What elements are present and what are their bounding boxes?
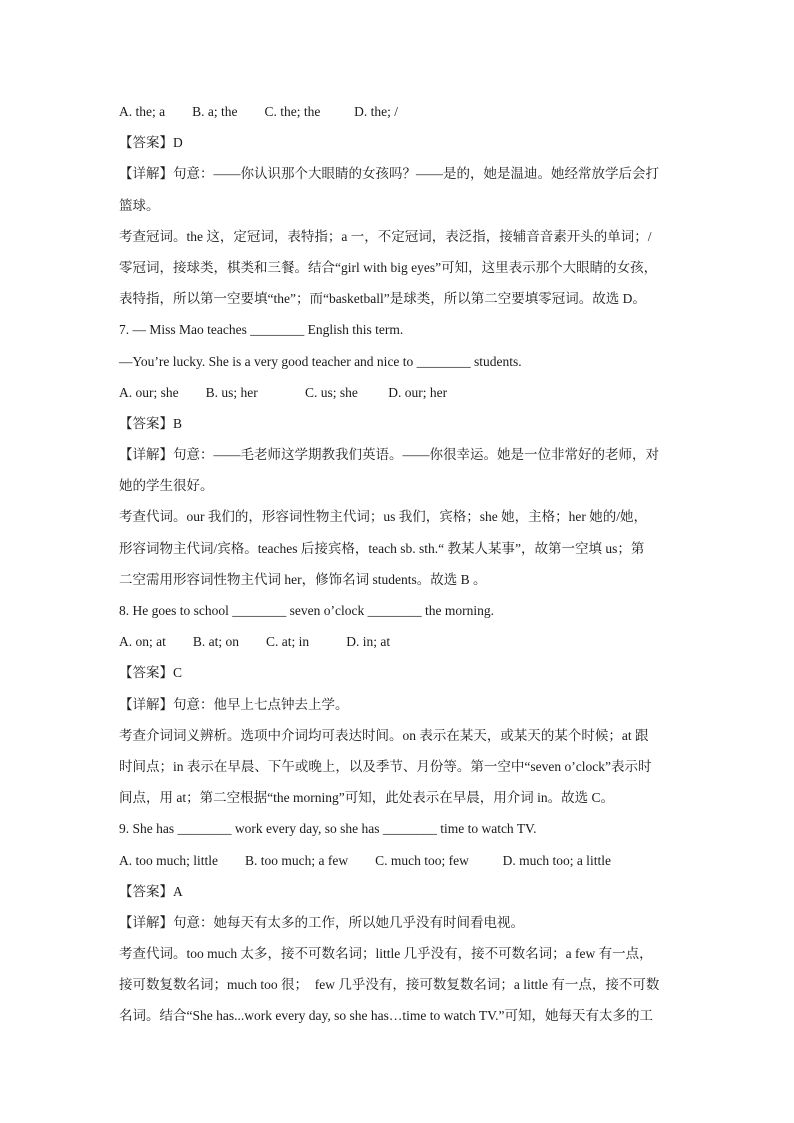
q6-explanation-line: 【详解】句意：——你认识那个大眼睛的女孩吗？——是的，她是温迪。她经常放学后会打 [119, 166, 659, 182]
q9-analysis-line: 接可数复数名词；much too 很； few 几乎没有，接可数复数名词；a little 有一点，接不可数 [119, 977, 660, 993]
q7-answer: 【答案】B [119, 415, 183, 431]
q7-stem: 7. — Miss Mao teaches ________ English this term. [119, 322, 404, 338]
document-page [119, 96, 681, 1032]
q7-explanation-line: 【详解】句意：——毛老师这学期教我们英语。——你很幸运。她是一位非常好的老师，对 [119, 447, 659, 463]
q6-options: A. the; a B. a; the C. the; the D. the; / [119, 104, 398, 119]
q6-explanation-line: 篮球。 [119, 197, 160, 213]
q9-options: A. too much; little B. too much; a few C. much too; few D. much too; a little [119, 852, 611, 868]
q8-analysis-line: 时间点；in 表示在早晨、下午或晚上，以及季节、月份等。第一空中“seven o’clock”表示时 [119, 758, 652, 774]
q8-explanation-line: 【详解】句意：他早上七点钟去上学。 [119, 696, 349, 712]
q7-explanation-line: 她的学生很好。 [119, 478, 214, 494]
q9-answer: 【答案】A [119, 883, 183, 899]
q6-analysis-line: 表特指，所以第一空要填“the”；而“basketball”是球类，所以第二空要填零冠词。故选 D。 [119, 291, 646, 307]
q9-analysis-line: 考查代词。too much 太多，接不可数名词；little 几乎没有，接不可数名词；a few 有一点， [119, 946, 653, 962]
q9-stem: 9. She has ________ work every day, so she has ________ time to watch TV. [119, 821, 537, 837]
q6-analysis-line: 考查冠词。the 这，定冠词，表特指；a 一，不定冠词，表泛指，接辅音音素开头的单词；/ [119, 228, 652, 244]
q7-stem: —You’re lucky. She is a very good teacher and nice to ________ students. [119, 353, 522, 369]
q7-options: A. our; she B. us; her C. us; she D. our; her [119, 384, 448, 400]
q7-analysis-line: 形容词物主代词/宾格。teaches 后接宾格，teach sb. sth.“ 教某人某事”，故第一空填 us；第 [119, 540, 645, 556]
q8-options: A. on; at B. at; on C. at; in D. in; at [119, 634, 391, 650]
q8-stem: 8. He goes to school ________ seven o’clock ________ the morning. [119, 603, 494, 618]
q8-answer: 【答案】C [119, 665, 183, 681]
q6-answer: 【答案】D [119, 135, 183, 151]
q8-analysis-line: 间点，用 at；第二空根据“the morning”可知，此处表示在早晨，用介词 in。故选 C。 [119, 790, 614, 806]
q6-analysis-line: 零冠词，接球类，棋类和三餐。结合“girl with big eyes”可知，这里表示那个大眼睛的女孩， [119, 259, 658, 275]
q7-analysis-line: 考查代词。our 我们的，形容词性物主代词；us 我们，宾格；she 她，主格；her 她的/她， [119, 509, 647, 525]
q7-analysis-line: 二空需用形容词性物主代词 her，修饰名词 students。故选 B 。 [119, 571, 487, 587]
q8-analysis-line: 考查介词词义辨析。选项中介词均可表达时间。on 表示在某天，或某天的某个时候；at 跟 [119, 727, 649, 743]
q9-analysis-line: 名词。结合“She has...work every day, so she has…time to watch TV.”可知，她每天有太多的工 [119, 1008, 654, 1024]
q9-explanation-line: 【详解】句意：她每天有太多的工作，所以她几乎没有时间看电视。 [119, 914, 524, 930]
